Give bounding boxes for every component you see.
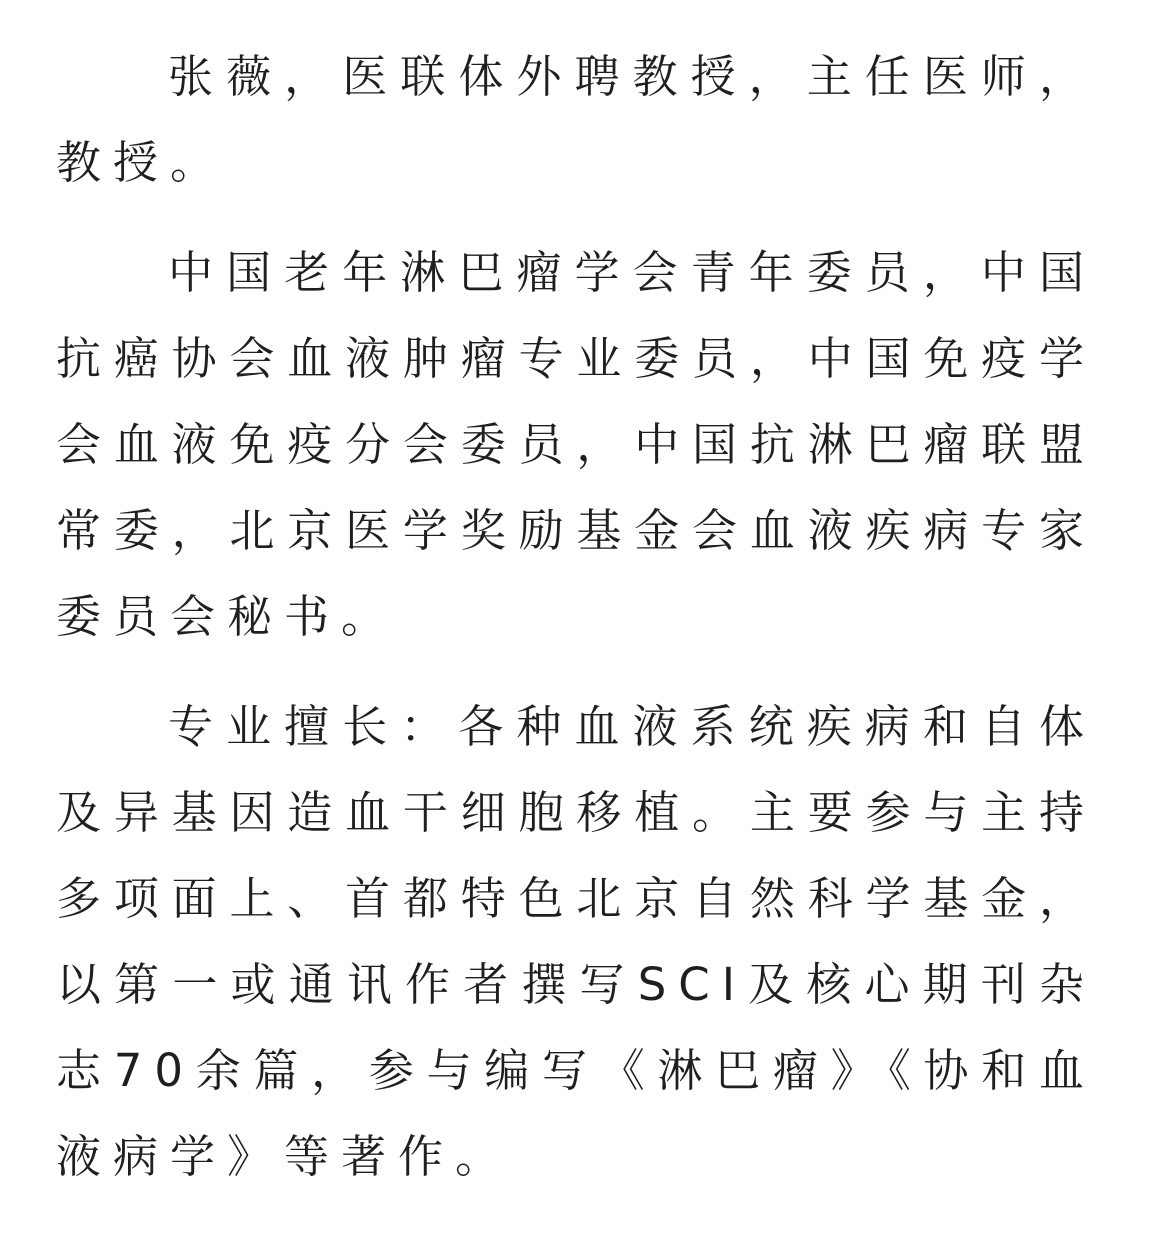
paragraph-memberships: 中国老年淋巴瘤学会青年委员，中国抗癌协会血液肿瘤专业委员，中国免疫学会血液免疫分会委员，中国抗淋巴瘤联盟常委，北京医学奖励基金会血液疾病专家委员会秘书。 <box>56 246 1096 643</box>
paragraph-intro: 张薇，医联体外聘教授，主任医师，教授。 <box>56 50 1096 189</box>
article-body <box>56 34 1096 1200</box>
paragraph-expertise: 专业擅长：各种血液系统疾病和自体及异基因造血干细胞移植。主要参与主持多项面上、首都特色北京自然科学基金，以第一或通讯作者撰写SCI及核心期刊杂志70余篇，参与编写《淋巴瘤》《协和血液病学》等著作。 <box>56 700 1096 1183</box>
